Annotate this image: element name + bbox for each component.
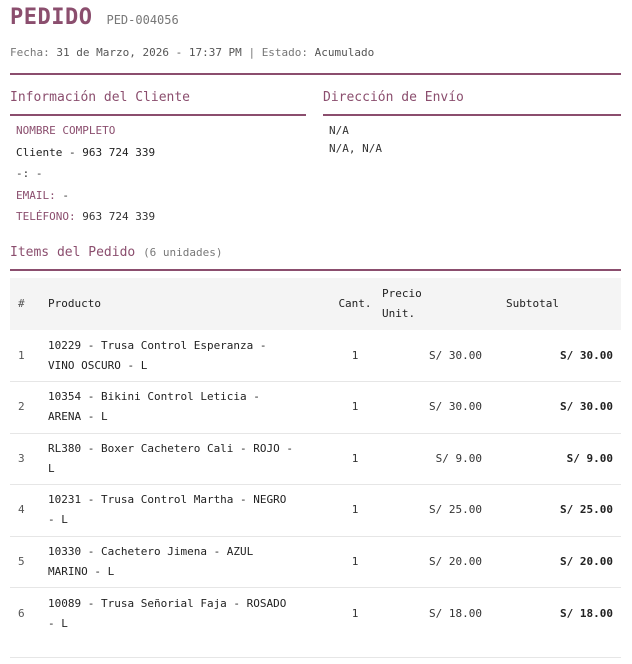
client-section-title: Información del Cliente — [10, 90, 191, 105]
shipping-section-divider — [323, 114, 621, 116]
row-price: S/ 30.00 — [429, 400, 482, 414]
row-product — [40, 330, 330, 382]
row-product-line2: - L — [48, 513, 68, 527]
row-product-line1: 10231 - Trusa Control Martha - NEGRO — [48, 493, 287, 507]
row-subtotal: S/ 9.00 — [566, 451, 613, 465]
date-label: Fecha: — [10, 46, 50, 59]
client-email-label: EMAIL: — [16, 188, 56, 202]
items-header-row — [10, 278, 621, 330]
items-table-body — [10, 330, 621, 639]
row-product — [40, 536, 330, 588]
table-row — [10, 485, 621, 537]
row-product-line1: 10089 - Trusa Señorial Faja - ROSADO — [48, 596, 287, 610]
row-product-line1: 10229 - Trusa Control Esperanza - — [48, 338, 267, 352]
table-row — [10, 330, 621, 382]
shipping-line-2: N/A, N/A — [329, 142, 382, 155]
row-price: S/ 20.00 — [429, 554, 482, 568]
row-num: 5 — [18, 554, 25, 568]
col-header-qty: Cant. — [338, 297, 372, 310]
items-section-title — [10, 245, 223, 260]
table-row — [10, 536, 621, 588]
row-subtotal: S/ 30.00 — [560, 400, 613, 414]
table-row — [10, 588, 621, 640]
col-header-price — [380, 278, 490, 330]
row-num: 4 — [18, 503, 25, 517]
client-doc-value: - — [35, 167, 43, 180]
col-header-price-line2: Unit. — [382, 307, 416, 320]
row-qty: 1 — [351, 503, 359, 517]
header-divider — [10, 73, 621, 75]
row-qty: 1 — [351, 451, 359, 465]
client-name-label: NOMBRE COMPLETO — [16, 124, 116, 137]
row-num: 3 — [18, 451, 25, 465]
row-num: 1 — [18, 348, 25, 362]
status-label: Estado: — [261, 46, 309, 59]
shipping-section-title: Dirección de Envío — [323, 90, 464, 105]
row-product-line2: L — [48, 461, 55, 475]
row-qty: 1 — [351, 554, 359, 568]
client-phone-line — [16, 206, 155, 228]
client-section-divider — [10, 114, 306, 116]
items-section-divider — [10, 269, 621, 271]
row-product — [40, 588, 330, 640]
order-meta — [10, 46, 374, 59]
row-price: S/ 18.00 — [429, 606, 482, 620]
row-product — [40, 433, 330, 485]
row-subtotal: S/ 20.00 — [560, 554, 613, 568]
row-product-line2: - L — [48, 616, 68, 630]
status-value: Acumulado — [314, 46, 375, 59]
page-title: PEDIDO — [10, 5, 93, 30]
client-name-value: Cliente - 963 724 339 — [16, 145, 156, 159]
client-doc-label: -: — [16, 167, 30, 180]
row-subtotal: S/ 30.00 — [560, 348, 613, 362]
items-units-count: (6 unidades) — [143, 246, 223, 259]
row-product-line1: RL380 - Boxer Cachetero Cali - ROJO - — [48, 441, 294, 455]
row-price: S/ 30.00 — [429, 348, 482, 362]
row-product-line1: 10330 - Cachetero Jimena - AZUL — [48, 544, 254, 558]
row-price: S/ 25.00 — [429, 503, 482, 517]
row-product — [40, 485, 330, 537]
client-phone-value: 963 724 339 — [82, 210, 156, 223]
row-subtotal: S/ 18.00 — [560, 606, 613, 620]
row-product-line2: ARENA - L — [48, 410, 108, 424]
col-header-product: Producto — [48, 297, 101, 310]
items-table — [10, 278, 621, 639]
client-name-line — [16, 142, 155, 164]
col-header-price-line1: Precio — [382, 287, 422, 300]
client-email-line — [16, 185, 155, 207]
row-qty: 1 — [351, 606, 359, 620]
client-info — [16, 120, 155, 228]
date-value: 31 de Marzo, 2026 - 17:37 PM — [56, 46, 242, 59]
client-phone-label: TELÉFONO: — [16, 210, 76, 223]
title-row — [10, 5, 621, 35]
row-product-line2: MARINO - L — [48, 564, 115, 578]
table-bottom-divider — [10, 657, 621, 658]
client-email-value: - — [62, 188, 69, 202]
client-doc-line — [16, 163, 155, 185]
row-qty: 1 — [351, 348, 359, 362]
row-product-line2: VINO OSCURO - L — [48, 358, 148, 372]
col-header-subtotal: Subtotal — [506, 297, 559, 310]
table-row — [10, 382, 621, 434]
client-name-label-line — [16, 120, 155, 142]
items-table-header — [10, 278, 621, 330]
shipping-line-1: N/A — [329, 124, 349, 137]
row-product — [40, 382, 330, 434]
row-product-line1: 10354 - Bikini Control Leticia - — [48, 390, 260, 404]
table-row — [10, 433, 621, 485]
row-num: 2 — [18, 400, 25, 414]
row-subtotal: S/ 25.00 — [560, 503, 613, 517]
order-header — [10, 5, 621, 59]
meta-separator: | — [248, 46, 256, 59]
row-qty: 1 — [351, 400, 359, 414]
col-header-num: # — [18, 297, 25, 310]
order-number: PED-004056 — [106, 13, 179, 27]
items-title-text: Items del Pedido — [10, 245, 136, 260]
shipping-info — [329, 122, 382, 158]
row-price: S/ 9.00 — [435, 451, 482, 465]
row-num: 6 — [18, 606, 25, 620]
